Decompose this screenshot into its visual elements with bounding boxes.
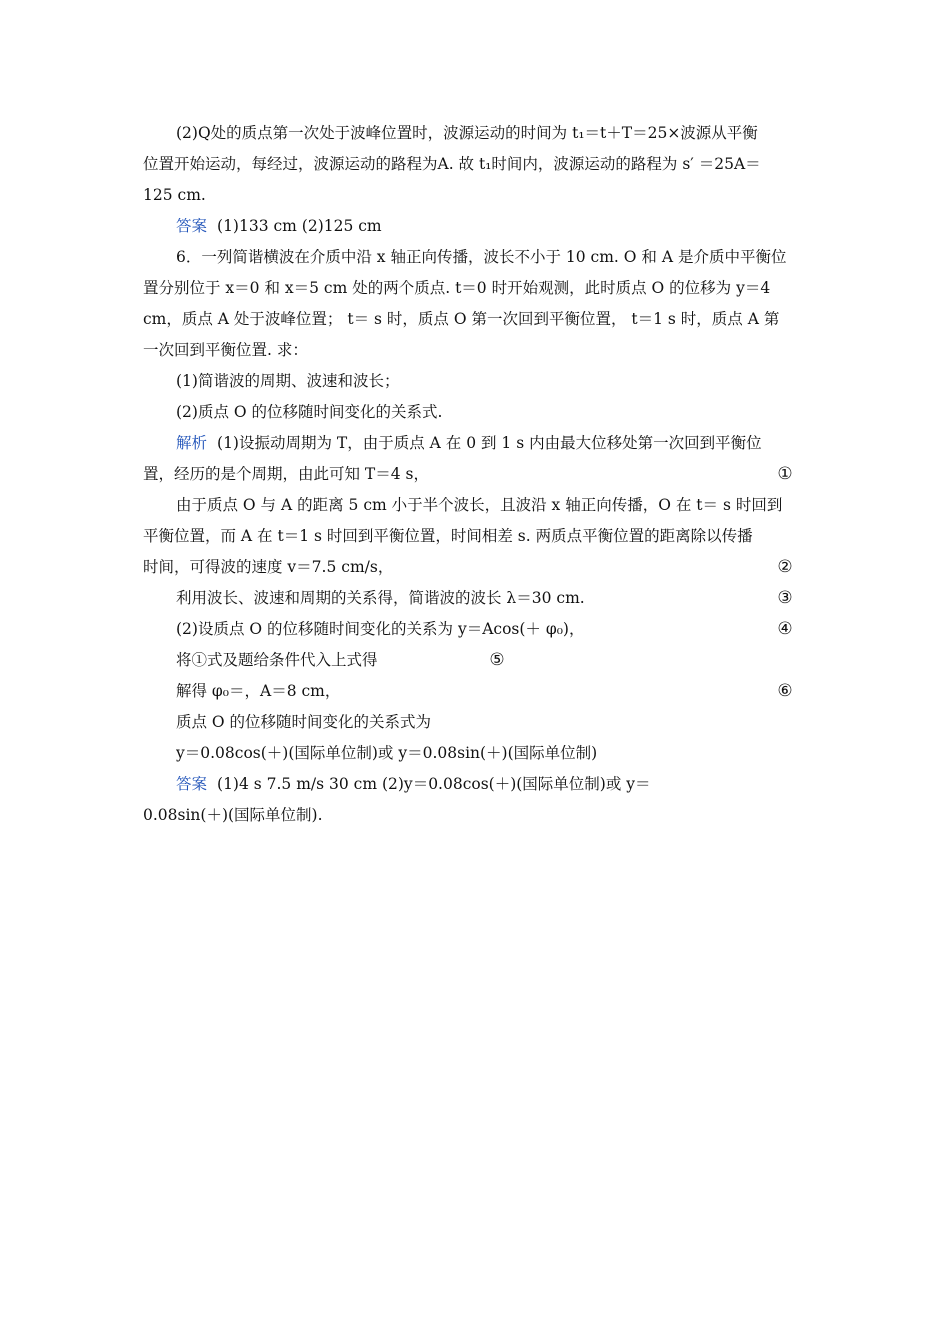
analysis-line: 置，经历的是个周期，由此可知 T＝4 s， [143,465,430,483]
equation-marker: ⑤ [489,650,505,670]
question-line: 一次回到平衡位置. 求： [143,341,308,359]
analysis-line: (2)设质点 O 的位移随时间变化的关系为 y＝Acos(＋ φ₀)， [176,620,585,638]
question-line: 置分别位于 x＝0 和 x＝5 cm 处的两个质点. t＝0 时开始观测，此时质点 O 的位移为 y＝4 [143,279,771,297]
analysis-label: 解析 [176,434,208,452]
analysis-line: 平衡位置，而 A 在 t＝1 s 时回到平衡位置，时间相差 s. 两质点平衡位置的距离除以传播 [143,527,753,545]
text-line: 位置开始运动，每经过，波源运动的路程为A. 故 t₁时间内，波源运动的路程为 s′ ＝25A＝ [143,155,761,173]
equation-marker: ① [777,464,793,484]
analysis-line: 时间，可得波的速度 v＝7.5 cm/s， [143,558,394,576]
answer-text: (1)4 s 7.5 m/s 30 cm (2)y＝0.08cos(＋)(国际单位制)或 y＝ [217,775,651,793]
answer-label: 答案 [176,217,208,235]
question-line: cm，质点 A 处于波峰位置； t＝ s 时，质点 O 第一次回到平衡位置， t＝1 s 时，质点 A 第 [143,310,780,328]
answer-text: (1)133 cm (2)125 cm [217,217,382,235]
analysis-line: 利用波长、波速和周期的关系得，简谐波的波长 λ＝30 cm. [176,589,585,607]
question-item: (2)质点 O 的位移随时间变化的关系式. [176,403,443,421]
analysis-line: 将①式及题给条件代入上式得 [176,651,378,669]
equation-marker: ⑥ [777,681,793,701]
answer-line [176,774,808,794]
text-line: (2)Q处的质点第一次处于波峰位置时，波源运动的时间为 t₁＝t＋T＝25×波源从平衡 [176,124,758,142]
analysis-line: 质点 O 的位移随时间变化的关系式为 [176,713,432,731]
analysis-line: 解得 φ₀＝，A＝8 cm， [176,682,341,700]
equation-marker: ② [777,557,793,577]
analysis-line: y＝0.08cos(＋)(国际单位制)或 y＝0.08sin(＋)(国际单位制) [176,744,598,762]
answer-line: 0.08sin(＋)(国际单位制). [143,806,323,824]
analysis-line: 由于质点 O 与 A 的距离 5 cm 小于半个波长，且波沿 x 轴正向传播，O 在 t＝ s 时回到 [176,496,783,514]
question-line: 6．一列简谐横波在介质中沿 x 轴正向传播，波长不小于 10 cm. O 和 A 是介质中平衡位 [176,248,787,266]
question-item: (1)简谐波的周期、波速和波长； [176,372,400,390]
equation-marker: ④ [777,619,793,639]
text-line: 125 cm. [143,186,206,204]
equation-marker: ③ [777,588,793,608]
answer-line [176,216,808,236]
analysis-text: (1)设振动周期为 T，由于质点 A 在 0 到 1 s 内由最大位移处第一次回到平衡位 [217,434,762,452]
analysis-line [176,433,808,453]
answer-label: 答案 [176,775,208,793]
